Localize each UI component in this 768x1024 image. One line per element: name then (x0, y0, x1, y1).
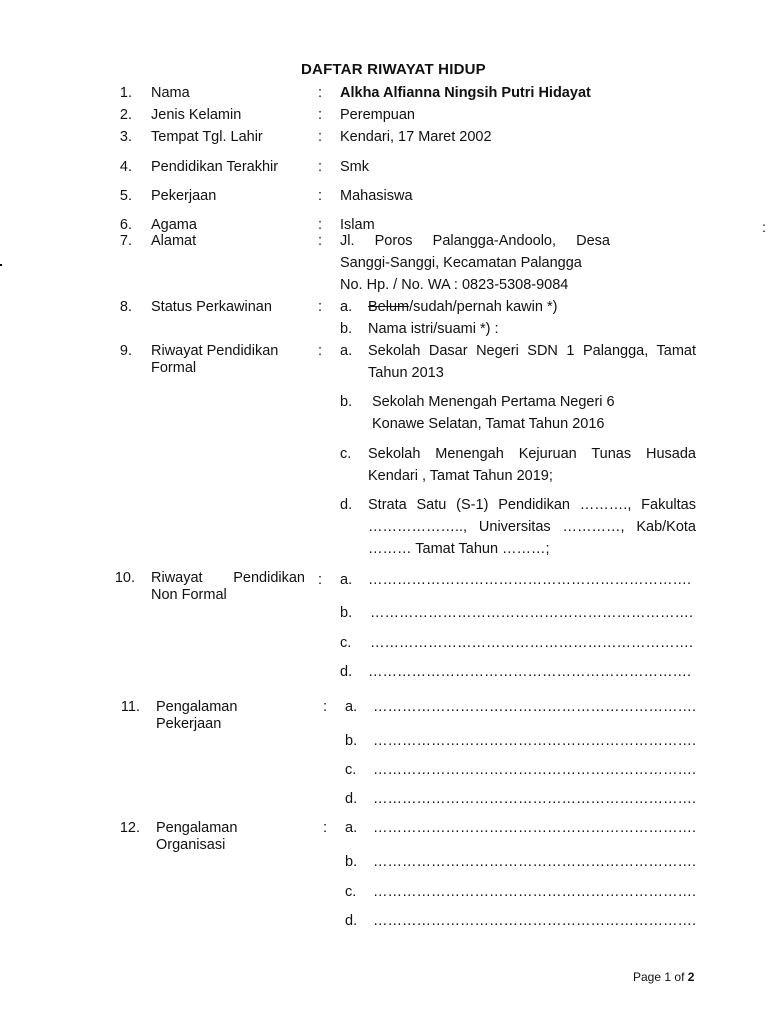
item-line: Strata Satu (S-1) Pendidikan ………., Fakultas (368, 497, 696, 513)
dotted-fill-line: …………………………………………………………. (370, 635, 694, 651)
row-label: Jenis Kelamin (151, 107, 242, 123)
row-colon: : (318, 217, 323, 233)
item-letter: d. (340, 497, 353, 513)
item-letter: b. (340, 394, 353, 410)
row-value: Alkha Alfianna Ningsih Putri Hidayat (340, 85, 591, 101)
dotted-fill-line: …………………………………………………………. (368, 664, 692, 680)
item-letter: d. (340, 664, 353, 680)
row-number: 12. (119, 820, 140, 836)
row-colon: : (318, 233, 323, 249)
item-letter: d. (345, 913, 358, 929)
document-title: DAFTAR RIWAYAT HIDUP (301, 61, 486, 78)
row-label-2: Organisasi (156, 837, 226, 853)
row-label: Alamat (151, 233, 197, 249)
margin-dot-left (0, 264, 2, 266)
dotted-fill-line: …………………………………………………………. (373, 884, 697, 900)
page-current: 1 (664, 970, 672, 984)
dotted-fill-line: …………………………………………………………. (373, 791, 697, 807)
item-letter: a. (340, 572, 353, 588)
item-letter: a. (345, 820, 358, 836)
of-word: of (674, 970, 685, 984)
dotted-fill-line: …………………………………………………………. (373, 820, 697, 836)
page-word: Page (633, 970, 662, 984)
address-line: Jl. Poros Palangga-Andoolo, Desa (340, 233, 610, 249)
item-line: Sekolah Dasar Negeri SDN 1 Palangga, Tamat (368, 343, 696, 359)
row-label-2: Non Formal (151, 587, 227, 603)
item-line: ……… Tamat Tahun ………; (368, 541, 550, 557)
row-number: 5. (119, 188, 132, 204)
row-label-2: Formal (151, 360, 197, 376)
row-value: Mahasiswa (340, 188, 413, 204)
row-colon: : (318, 107, 323, 123)
row-colon: : (318, 129, 323, 145)
row-number: 11. (120, 699, 140, 715)
address-line: Sanggi-Sanggi, Kecamatan Palangga (340, 255, 582, 271)
row-label: Pengalaman (156, 820, 238, 836)
item-line: Sekolah Menengah Kejuruan Tunas Husada (368, 446, 696, 462)
row-label: Nama (151, 85, 190, 101)
dotted-fill-line: …………………………………………………………. (370, 605, 694, 621)
item-line: ……………….., Universitas …………, Kab/Kota (368, 519, 696, 535)
dotted-fill-line: …………………………………………………………. (373, 854, 697, 870)
page-footer (633, 970, 694, 984)
row-colon: : (318, 572, 323, 588)
row-value: Smk (340, 159, 369, 175)
row-number: 9. (119, 343, 132, 359)
row-label: Pekerjaan (151, 188, 217, 204)
dotted-fill-line: …………………………………………………………. (373, 913, 697, 929)
row-number: 8. (119, 299, 132, 315)
row-value: Kendari, 17 Maret 2002 (340, 129, 492, 145)
row-label: Agama (151, 217, 197, 233)
margin-mark-right: : (762, 219, 766, 235)
row-value: Perempuan (340, 107, 415, 123)
page-total: 2 (687, 970, 695, 984)
row-number: 4. (119, 159, 132, 175)
row-colon: : (318, 188, 323, 204)
item-letter: c. (345, 762, 357, 778)
row-number: 1. (119, 85, 132, 101)
row-label: Tempat Tgl. Lahir (151, 129, 263, 145)
row-number: 7. (119, 233, 132, 249)
row-colon: : (323, 699, 328, 715)
item-line: Sekolah Menengah Pertama Negeri 6 (372, 394, 615, 410)
row-number: 2. (119, 107, 132, 123)
dotted-fill-line: …………………………………………………………. (373, 699, 697, 715)
item-letter: b. (345, 733, 358, 749)
item-line: Konawe Selatan, Tamat Tahun 2016 (372, 416, 605, 432)
row-label: Riwayat Pendidikan (151, 343, 279, 359)
row-label: Pengalaman (156, 699, 238, 715)
item-line: Kendari , Tamat Tahun 2019; (368, 468, 553, 484)
row-colon: : (318, 159, 323, 175)
item-letter: b. (340, 321, 353, 337)
row-colon: : (318, 299, 323, 315)
item-letter: c. (340, 446, 352, 462)
row-label: Status Perkawinan (151, 299, 272, 315)
row-value: Islam (340, 217, 375, 233)
item-letter: b. (340, 605, 353, 621)
struck-word: Belum (368, 299, 410, 315)
row-number: 10. (114, 570, 135, 586)
row-number: 3. (119, 129, 132, 145)
row-colon: : (318, 343, 323, 359)
item-text-rest: /sudah/pernah kawin *) (409, 299, 558, 315)
row-label: Pendidikan Terakhir (151, 159, 279, 175)
item-letter: c. (340, 635, 352, 651)
item-text (368, 299, 557, 315)
item-letter: a. (340, 299, 353, 315)
item-text: Nama istri/suami *) : (368, 321, 499, 337)
row-label: Riwayat Pendidikan (151, 570, 305, 586)
item-letter: a. (340, 343, 353, 359)
item-letter: b. (345, 854, 358, 870)
address-line: No. Hp. / No. WA : 0823-5308-9084 (340, 277, 569, 293)
dotted-fill-line: …………………………………………………………. (373, 733, 697, 749)
item-letter: c. (345, 884, 357, 900)
row-colon: : (318, 85, 323, 101)
item-letter: d. (345, 791, 358, 807)
row-label-2: Pekerjaan (156, 716, 222, 732)
item-letter: a. (345, 699, 358, 715)
row-number: 6. (119, 217, 132, 233)
row-colon: : (323, 820, 328, 836)
dotted-fill-line: …………………………………………………………. (373, 762, 697, 778)
item-line: Tahun 2013 (368, 365, 444, 381)
dotted-fill-line: …………………………………………………………. (368, 572, 692, 588)
